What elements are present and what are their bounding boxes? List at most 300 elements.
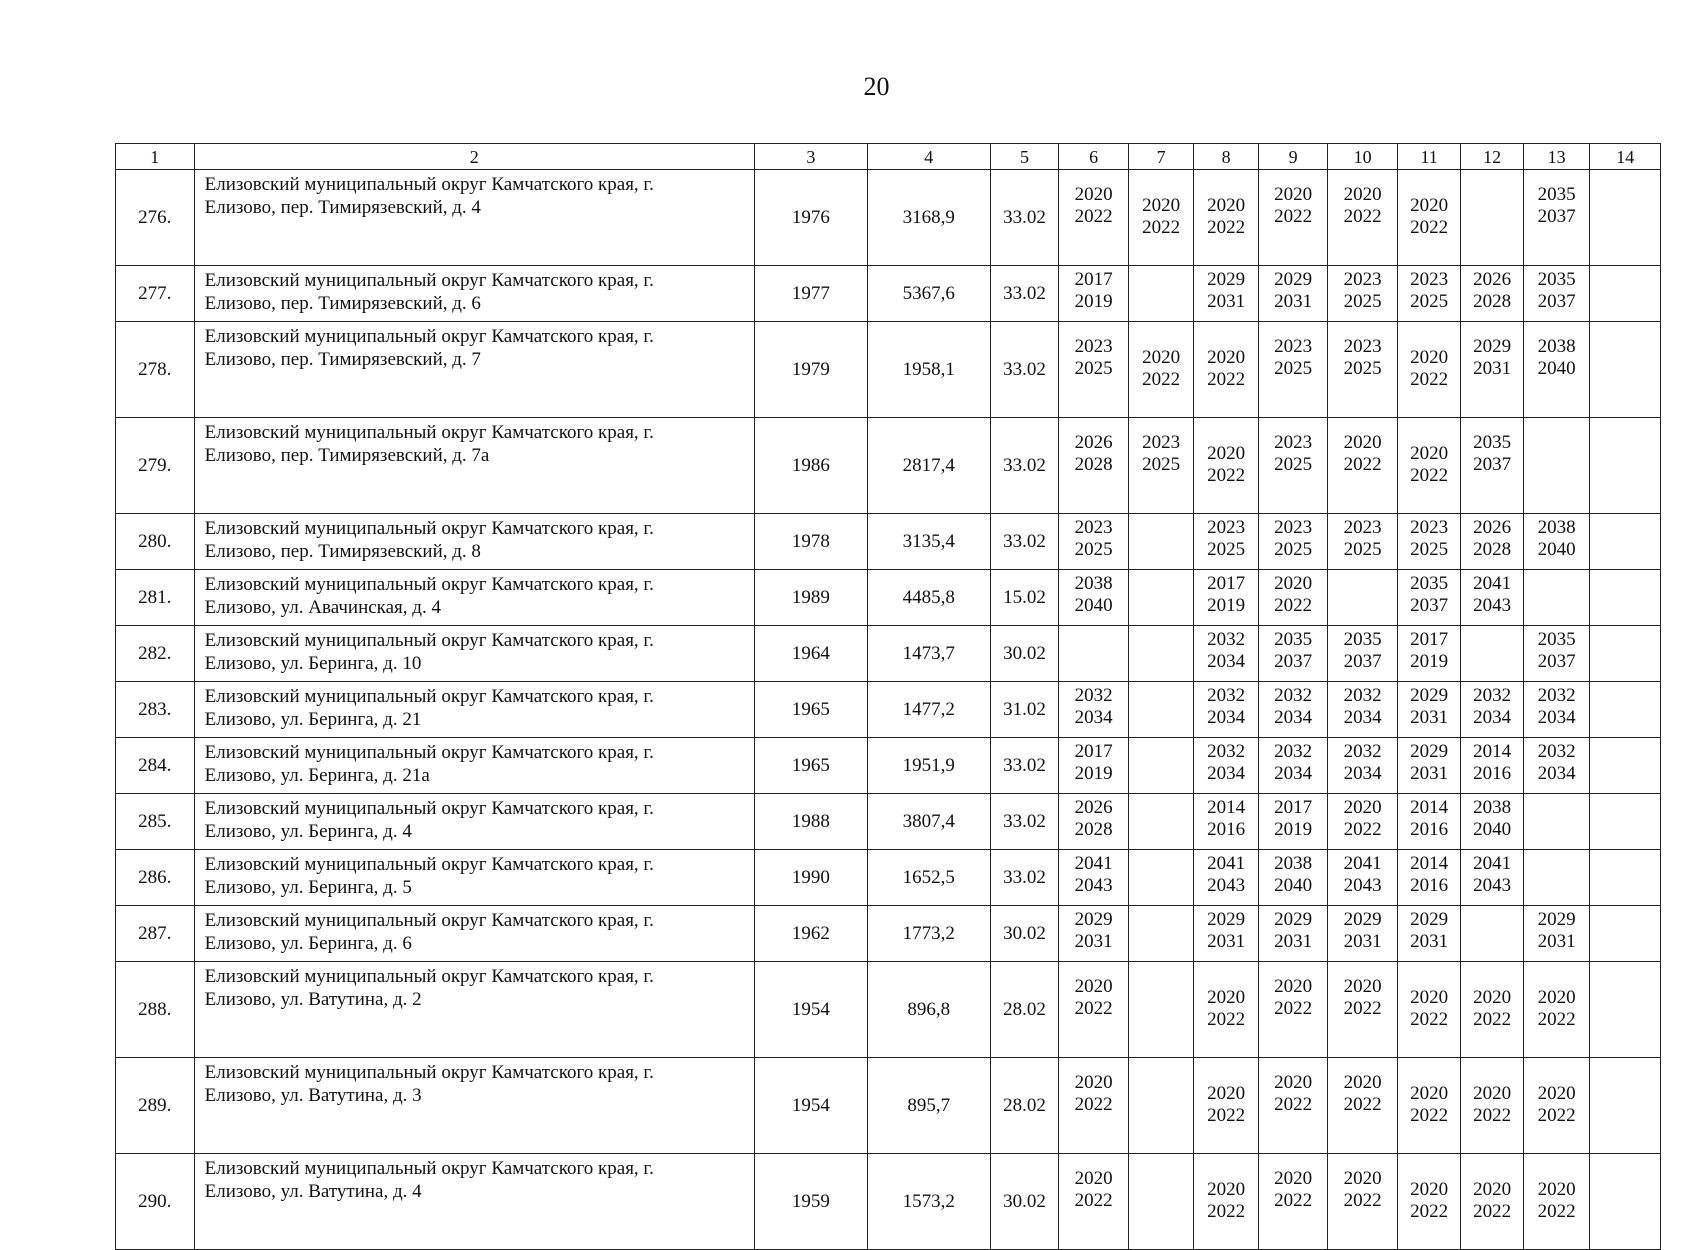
period-start: 2017 [1274, 797, 1313, 818]
address-cell [194, 850, 754, 906]
period-start: 2041 [1343, 853, 1382, 874]
address-cell [194, 738, 754, 794]
address-line: Елизовский муниципальный округ Камчатского края, г. [204, 1158, 654, 1179]
period-end: 2022 [1343, 998, 1382, 1019]
period-start: 2038 [1074, 573, 1113, 594]
period-start: 2035 [1537, 629, 1576, 650]
period-end: 2028 [1074, 819, 1113, 840]
address-cell [194, 322, 754, 418]
period-start: 2029 [1207, 269, 1246, 290]
period-end: 2022 [1074, 998, 1113, 1019]
table-row [116, 906, 1661, 962]
period-cell [1328, 738, 1398, 794]
period-start: 2035 [1473, 432, 1512, 453]
period-cell [1590, 170, 1661, 266]
column-header-5: 5 [990, 144, 1059, 170]
period-start: 2035 [1537, 184, 1576, 205]
period-end: 2022 [1074, 1094, 1113, 1115]
period-end: 2022 [1473, 1009, 1512, 1030]
period-end: 2022 [1410, 1201, 1449, 1222]
period-end: 2022 [1274, 1094, 1313, 1115]
period-cell [1590, 1058, 1661, 1154]
period-start: 2020 [1074, 184, 1113, 205]
period-start: 2029 [1410, 685, 1449, 706]
period-cell [1461, 1058, 1523, 1154]
period-cell [1523, 266, 1590, 322]
period-start: 2023 [1274, 517, 1313, 538]
row-number: 283. [116, 682, 195, 738]
period-end: 2022 [1343, 819, 1382, 840]
period-start: 2020 [1343, 1168, 1382, 1189]
period-end: 2040 [1274, 875, 1313, 896]
period-cell [1461, 850, 1523, 906]
period-end: 2037 [1410, 595, 1449, 616]
column-header-8: 8 [1194, 144, 1259, 170]
period-cell [1590, 266, 1661, 322]
period-cell [1258, 962, 1328, 1058]
period-end: 2022 [1207, 1009, 1246, 1030]
address-cell [194, 570, 754, 626]
period-start: 2032 [1207, 629, 1246, 650]
period-end: 2031 [1274, 291, 1313, 312]
period-cell [1397, 906, 1460, 962]
period-cell [1258, 906, 1328, 962]
period-end: 2022 [1343, 454, 1382, 475]
period-start: 2023 [1074, 517, 1113, 538]
period-start: 2029 [1343, 909, 1382, 930]
period-end: 2025 [1142, 454, 1181, 475]
period-start: 2020 [1207, 195, 1246, 216]
period-cell [1397, 570, 1460, 626]
period-start: 2020 [1410, 1083, 1449, 1104]
period-cell [1397, 1058, 1460, 1154]
period-cell [1128, 514, 1194, 570]
row-number: 286. [116, 850, 195, 906]
period-cell [1258, 682, 1328, 738]
period-start: 2020 [1410, 347, 1449, 368]
period-cell [1258, 1058, 1328, 1154]
column-header-10: 10 [1328, 144, 1398, 170]
row-number: 280. [116, 514, 195, 570]
address-line: Елизово, пер. Тимирязевский, д. 8 [204, 541, 481, 562]
wear-code: 30.02 [990, 906, 1059, 962]
period-cell [1194, 418, 1259, 514]
period-cell [1059, 266, 1129, 322]
address-line: Елизовский муниципальный округ Камчатского края, г. [204, 742, 654, 763]
period-cell [1590, 1154, 1661, 1250]
address-line: Елизово, ул. Беринга, д. 6 [204, 933, 412, 954]
period-end: 2040 [1074, 595, 1113, 616]
period-end: 2016 [1410, 819, 1449, 840]
period-start: 2032 [1207, 685, 1246, 706]
period-cell [1258, 794, 1328, 850]
period-end: 2034 [1207, 707, 1246, 728]
period-cell [1461, 514, 1523, 570]
period-start: 2032 [1074, 685, 1113, 706]
period-end: 2037 [1473, 454, 1512, 475]
period-start: 2020 [1074, 1168, 1113, 1189]
period-cell [1328, 322, 1398, 418]
table-row [116, 418, 1661, 514]
column-header-3: 3 [754, 144, 867, 170]
period-start: 2017 [1074, 269, 1113, 290]
period-cell [1258, 850, 1328, 906]
wear-code: 28.02 [990, 1058, 1059, 1154]
period-start: 2032 [1207, 741, 1246, 762]
period-start: 2038 [1537, 336, 1576, 357]
period-start: 2020 [1207, 1083, 1246, 1104]
total-area: 1573,2 [867, 1154, 990, 1250]
period-cell [1059, 962, 1129, 1058]
period-cell [1328, 850, 1398, 906]
period-start: 2017 [1410, 629, 1449, 650]
period-cell [1194, 850, 1259, 906]
period-cell [1397, 418, 1460, 514]
period-cell [1397, 170, 1460, 266]
build-year: 1959 [754, 1154, 867, 1250]
build-year: 1986 [754, 418, 867, 514]
row-number: 290. [116, 1154, 195, 1250]
build-year: 1978 [754, 514, 867, 570]
wear-code: 33.02 [990, 514, 1059, 570]
wear-code: 33.02 [990, 322, 1059, 418]
period-start: 2020 [1473, 1083, 1512, 1104]
address-cell [194, 1058, 754, 1154]
period-cell [1194, 1154, 1259, 1250]
total-area: 3807,4 [867, 794, 990, 850]
period-cell [1590, 682, 1661, 738]
address-line: Елизовский муниципальный округ Камчатского края, г. [204, 174, 654, 195]
row-number: 278. [116, 322, 195, 418]
period-start: 2023 [1410, 269, 1449, 290]
build-year: 1988 [754, 794, 867, 850]
period-cell [1523, 850, 1590, 906]
period-cell [1328, 1154, 1398, 1250]
period-cell [1461, 962, 1523, 1058]
table-row [116, 1154, 1661, 1250]
address-line: Елизовский муниципальный округ Камчатского края, г. [204, 686, 654, 707]
period-end: 2022 [1207, 1105, 1246, 1126]
period-end: 2022 [1410, 1009, 1449, 1030]
period-end: 2043 [1343, 875, 1382, 896]
period-cell [1194, 570, 1259, 626]
period-cell [1523, 418, 1590, 514]
build-year: 1962 [754, 906, 867, 962]
period-end: 2022 [1410, 217, 1449, 238]
period-end: 2031 [1410, 707, 1449, 728]
period-cell [1194, 626, 1259, 682]
address-line: Елизово, ул. Ватутина, д. 3 [204, 1085, 422, 1106]
period-start: 2020 [1274, 184, 1313, 205]
period-end: 2025 [1410, 291, 1449, 312]
period-end: 2025 [1207, 539, 1246, 560]
period-cell [1059, 570, 1129, 626]
period-end: 2022 [1537, 1201, 1576, 1222]
wear-code: 30.02 [990, 1154, 1059, 1250]
period-cell [1590, 962, 1661, 1058]
period-start: 2029 [1074, 909, 1113, 930]
period-start: 2020 [1343, 797, 1382, 818]
period-end: 2043 [1074, 875, 1113, 896]
period-start: 2032 [1343, 685, 1382, 706]
period-start: 2032 [1274, 741, 1313, 762]
period-end: 2031 [1207, 291, 1246, 312]
period-start: 2020 [1274, 976, 1313, 997]
period-start: 2029 [1473, 336, 1512, 357]
period-cell [1397, 322, 1460, 418]
address-line: Елизово, пер. Тимирязевский, д. 4 [204, 197, 481, 218]
period-end: 2025 [1274, 539, 1313, 560]
period-cell [1258, 626, 1328, 682]
period-end: 2022 [1410, 369, 1449, 390]
period-start: 2041 [1207, 853, 1246, 874]
column-header-11: 11 [1397, 144, 1460, 170]
period-cell [1194, 682, 1259, 738]
period-cell [1328, 626, 1398, 682]
period-end: 2022 [1343, 1094, 1382, 1115]
period-end: 2028 [1473, 291, 1512, 312]
period-end: 2040 [1537, 539, 1576, 560]
period-start: 2020 [1142, 195, 1181, 216]
period-cell [1258, 322, 1328, 418]
period-end: 2034 [1274, 707, 1313, 728]
period-start: 2020 [1343, 432, 1382, 453]
total-area: 1951,9 [867, 738, 990, 794]
period-end: 2022 [1410, 1105, 1449, 1126]
period-cell [1258, 738, 1328, 794]
period-start: 2020 [1142, 347, 1181, 368]
table-row [116, 266, 1661, 322]
period-cell [1059, 682, 1129, 738]
period-end: 2022 [1343, 206, 1382, 227]
period-end: 2019 [1274, 819, 1313, 840]
period-end: 2022 [1473, 1105, 1512, 1126]
period-start: 2041 [1473, 573, 1512, 594]
period-start: 2020 [1410, 195, 1449, 216]
row-number: 288. [116, 962, 195, 1058]
table-row [116, 850, 1661, 906]
period-cell [1128, 418, 1194, 514]
period-end: 2025 [1343, 539, 1382, 560]
period-end: 2022 [1142, 369, 1181, 390]
period-start: 2026 [1473, 269, 1512, 290]
row-number: 287. [116, 906, 195, 962]
period-cell [1397, 266, 1460, 322]
table-row [116, 626, 1661, 682]
period-start: 2020 [1207, 443, 1246, 464]
period-cell [1523, 738, 1590, 794]
period-end: 2037 [1537, 206, 1576, 227]
period-end: 2031 [1410, 931, 1449, 952]
period-cell [1059, 418, 1129, 514]
wear-code: 33.02 [990, 794, 1059, 850]
table-row [116, 682, 1661, 738]
address-line: Елизово, ул. Беринга, д. 21а [204, 765, 430, 786]
period-start: 2029 [1410, 909, 1449, 930]
period-start: 2035 [1343, 629, 1382, 650]
period-cell [1194, 906, 1259, 962]
period-start: 2020 [1274, 1072, 1313, 1093]
period-cell [1328, 418, 1398, 514]
period-start: 2023 [1343, 336, 1382, 357]
total-area: 1652,5 [867, 850, 990, 906]
period-cell [1059, 514, 1129, 570]
period-end: 2022 [1343, 1190, 1382, 1211]
period-start: 2014 [1207, 797, 1246, 818]
period-end: 2031 [1473, 358, 1512, 379]
period-end: 2037 [1537, 291, 1576, 312]
period-start: 2026 [1473, 517, 1512, 538]
period-cell [1059, 1058, 1129, 1154]
period-cell [1523, 322, 1590, 418]
period-cell [1461, 682, 1523, 738]
period-cell [1128, 906, 1194, 962]
period-cell [1258, 514, 1328, 570]
period-cell [1397, 850, 1460, 906]
period-start: 2020 [1343, 184, 1382, 205]
period-end: 2028 [1473, 539, 1512, 560]
wear-code: 33.02 [990, 738, 1059, 794]
table-row [116, 570, 1661, 626]
period-end: 2043 [1207, 875, 1246, 896]
period-cell [1523, 962, 1590, 1058]
period-start: 2020 [1537, 1179, 1576, 1200]
period-end: 2022 [1274, 1190, 1313, 1211]
period-end: 2028 [1074, 454, 1113, 475]
page-number: 20 [863, 72, 890, 101]
address-line: Елизовский муниципальный округ Камчатского края, г. [204, 910, 654, 931]
period-cell [1523, 682, 1590, 738]
row-number: 285. [116, 794, 195, 850]
wear-code: 33.02 [990, 418, 1059, 514]
period-cell [1328, 266, 1398, 322]
period-cell [1328, 682, 1398, 738]
period-end: 2034 [1537, 763, 1576, 784]
period-cell [1128, 738, 1194, 794]
period-start: 2038 [1473, 797, 1512, 818]
wear-code: 33.02 [990, 266, 1059, 322]
period-cell [1397, 794, 1460, 850]
period-cell [1194, 962, 1259, 1058]
address-line: Елизово, пер. Тимирязевский, д. 7 [204, 349, 481, 370]
period-start: 2014 [1473, 741, 1512, 762]
period-end: 2031 [1537, 931, 1576, 952]
period-cell [1194, 322, 1259, 418]
address-line: Елизовский муниципальный округ Камчатского края, г. [204, 270, 654, 291]
period-start: 2032 [1537, 741, 1576, 762]
build-year: 1964 [754, 626, 867, 682]
period-start: 2020 [1410, 443, 1449, 464]
build-year: 1954 [754, 1058, 867, 1154]
period-cell [1258, 170, 1328, 266]
row-number: 284. [116, 738, 195, 794]
period-start: 2020 [1207, 987, 1246, 1008]
period-cell [1194, 738, 1259, 794]
build-year: 1979 [754, 322, 867, 418]
row-number: 289. [116, 1058, 195, 1154]
housing-table [115, 143, 1661, 1250]
period-cell [1461, 322, 1523, 418]
period-end: 2037 [1274, 651, 1313, 672]
period-cell [1059, 906, 1129, 962]
period-start: 2023 [1274, 336, 1313, 357]
address-line: Елизовский муниципальный округ Камчатского края, г. [204, 854, 654, 875]
address-line: Елизовский муниципальный округ Камчатского края, г. [204, 630, 654, 651]
address-cell [194, 266, 754, 322]
period-start: 2032 [1343, 741, 1382, 762]
period-start: 2029 [1410, 741, 1449, 762]
period-cell [1128, 626, 1194, 682]
period-cell [1523, 570, 1590, 626]
address-line: Елизово, ул. Авачинская, д. 4 [204, 597, 441, 618]
period-end: 2022 [1274, 595, 1313, 616]
address-line: Елизовский муниципальный округ Камчатского края, г. [204, 798, 654, 819]
period-cell [1328, 170, 1398, 266]
period-cell [1397, 738, 1460, 794]
period-end: 2031 [1274, 931, 1313, 952]
period-cell [1128, 1058, 1194, 1154]
period-cell [1461, 906, 1523, 962]
period-start: 2020 [1274, 573, 1313, 594]
period-start: 2020 [1274, 1168, 1313, 1189]
period-cell [1461, 794, 1523, 850]
table-row [116, 170, 1661, 266]
period-cell [1590, 738, 1661, 794]
period-start: 2026 [1074, 797, 1113, 818]
period-cell [1590, 626, 1661, 682]
period-end: 2034 [1207, 763, 1246, 784]
period-end: 2034 [1274, 763, 1313, 784]
period-end: 2025 [1343, 358, 1382, 379]
period-end: 2022 [1142, 217, 1181, 238]
wear-code: 30.02 [990, 626, 1059, 682]
period-cell [1059, 322, 1129, 418]
period-cell [1590, 418, 1661, 514]
period-start: 2029 [1274, 269, 1313, 290]
total-area: 1477,2 [867, 682, 990, 738]
period-start: 2041 [1473, 853, 1512, 874]
period-end: 2019 [1074, 763, 1113, 784]
period-cell [1059, 170, 1129, 266]
total-area: 896,8 [867, 962, 990, 1058]
table-row [116, 962, 1661, 1058]
period-cell [1397, 514, 1460, 570]
row-number: 282. [116, 626, 195, 682]
period-start: 2020 [1537, 987, 1576, 1008]
build-year: 1977 [754, 266, 867, 322]
period-end: 2016 [1410, 875, 1449, 896]
period-cell [1461, 738, 1523, 794]
address-cell [194, 418, 754, 514]
period-cell [1590, 570, 1661, 626]
period-end: 2031 [1410, 763, 1449, 784]
wear-code: 33.02 [990, 850, 1059, 906]
address-cell [194, 514, 754, 570]
period-end: 2025 [1410, 539, 1449, 560]
period-cell [1194, 266, 1259, 322]
period-cell [1128, 794, 1194, 850]
period-start: 2020 [1074, 1072, 1113, 1093]
period-cell [1461, 1154, 1523, 1250]
period-cell [1258, 266, 1328, 322]
address-line: Елизово, ул. Беринга, д. 10 [204, 653, 422, 674]
column-header-9: 9 [1258, 144, 1328, 170]
period-start: 2032 [1274, 685, 1313, 706]
period-cell [1194, 170, 1259, 266]
period-cell [1590, 906, 1661, 962]
total-area: 3168,9 [867, 170, 990, 266]
total-area: 4485,8 [867, 570, 990, 626]
